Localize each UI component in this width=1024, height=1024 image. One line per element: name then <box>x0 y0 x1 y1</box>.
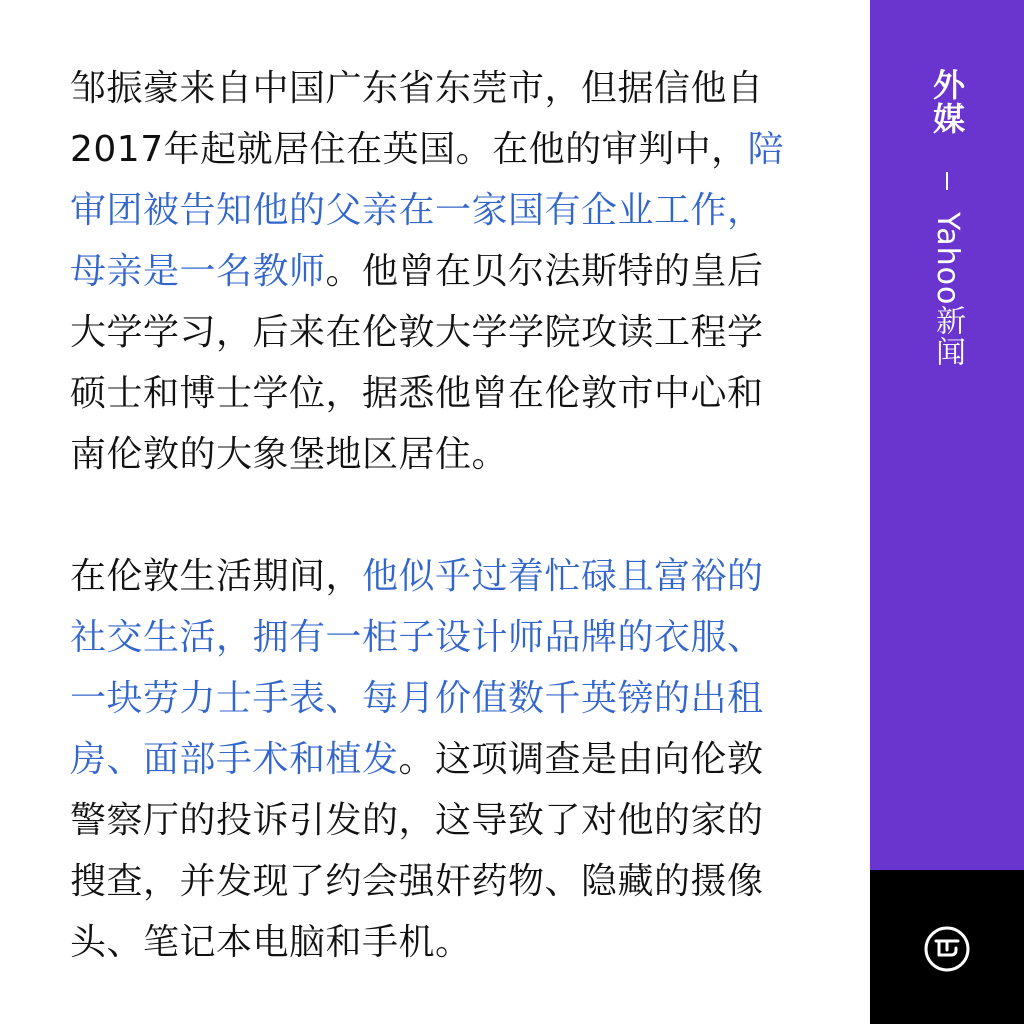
category-label: 外媒 <box>928 68 966 136</box>
article-paragraph-2 <box>70 546 786 973</box>
paragraph-1-highlight: 陪审团被告知他的父亲在一家国有企业工作，母亲是一名教师 <box>70 129 785 292</box>
source-label: Yahoo新闻 <box>930 212 965 368</box>
article-paragraph-1 <box>70 58 786 485</box>
paragraph-2-text-1: 在伦敦生活期间， <box>70 556 363 597</box>
paragraph-2-text-2: 。这项调查是由向伦敦警察厅的投诉引发的，这导致了对他的家的搜查，并发现了约会强奸药物、隐藏的摄像头、笔记本电脑和手机。 <box>70 739 764 963</box>
paragraph-1-text-1: 邹振豪来自中国广东省东莞市，但据信他自2017年起就居住在英国。在他的审判中， <box>70 68 764 170</box>
brand-logo-icon <box>922 924 972 974</box>
paragraph-1-text-2: 。他曾在贝尔法斯特的皇后大学学习，后来在伦敦大学学院攻读工程学硕士和博士学位，据悉他曾在伦敦市中心和南伦敦的大象堡地区居住。 <box>70 251 764 475</box>
footer-block <box>870 870 1024 1024</box>
sidebar-label <box>870 68 1024 367</box>
paragraph-2-highlight: 他似乎过着忙碌且富裕的社交生活，拥有一柜子设计师品牌的衣服、一块劳力士手表、每月价值数千英镑的出租房、面部手术和植发 <box>70 556 764 780</box>
article-body <box>70 58 786 973</box>
sidebar-divider <box>946 172 948 190</box>
sidebar <box>870 0 1024 870</box>
